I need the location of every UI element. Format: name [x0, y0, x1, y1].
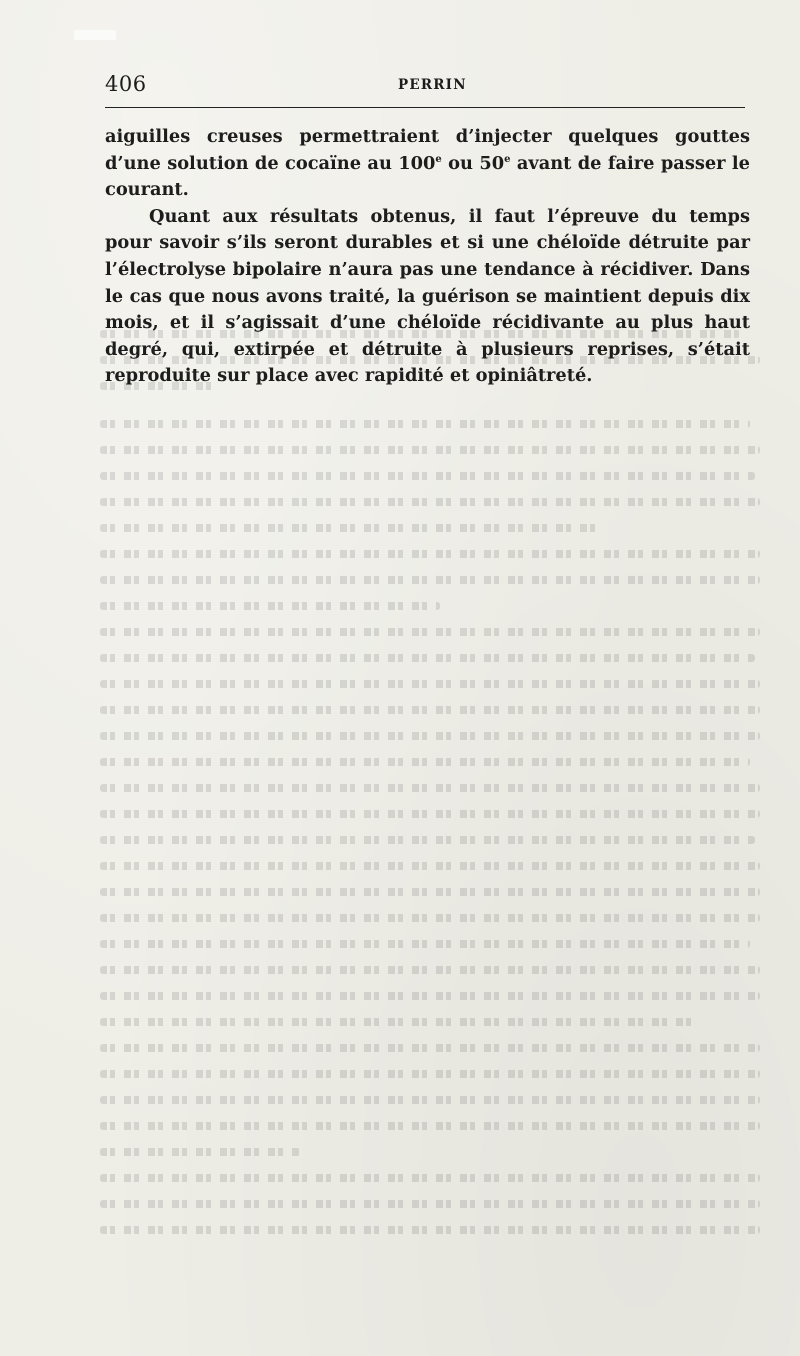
superscript: e [435, 153, 442, 165]
paragraph-line-segment: avant de faire passer le courant. [105, 152, 750, 201]
paragraph-continuation [105, 124, 750, 204]
bleed-through-text [100, 330, 760, 1270]
paragraph-results: Quant aux résultats obtenus, il faut l’épreuve du temps pour savoir s’ils seront durables et si une chéloïde détruite par l’électrolyse bipolaire n’aura pas une tendance à récidiver. Dans le cas que nous avons traité, la guérison se maintient depuis dix mois, et il s’agissait d’une chéloïde récidivante au plus haut degré, qui, extirpée et détruite à plusieurs reprises, s’était reproduite sur place avec rapidité et opiniâtreté. [105, 205, 750, 387]
paragraph-line-segment: solution de cocaïne au 100 [167, 152, 436, 174]
tape-mark [74, 30, 116, 40]
page-header [105, 70, 745, 104]
header-rule [105, 107, 745, 108]
body-text [105, 124, 750, 390]
superscript: e [504, 153, 511, 165]
paragraph-line: aiguilles creuses permettraient d’injecter quelques gouttes d’une [105, 126, 750, 174]
page-number: 406 [105, 72, 147, 96]
running-head: PERRIN [398, 77, 467, 93]
paragraph-line-segment: ou 50 [441, 152, 505, 174]
